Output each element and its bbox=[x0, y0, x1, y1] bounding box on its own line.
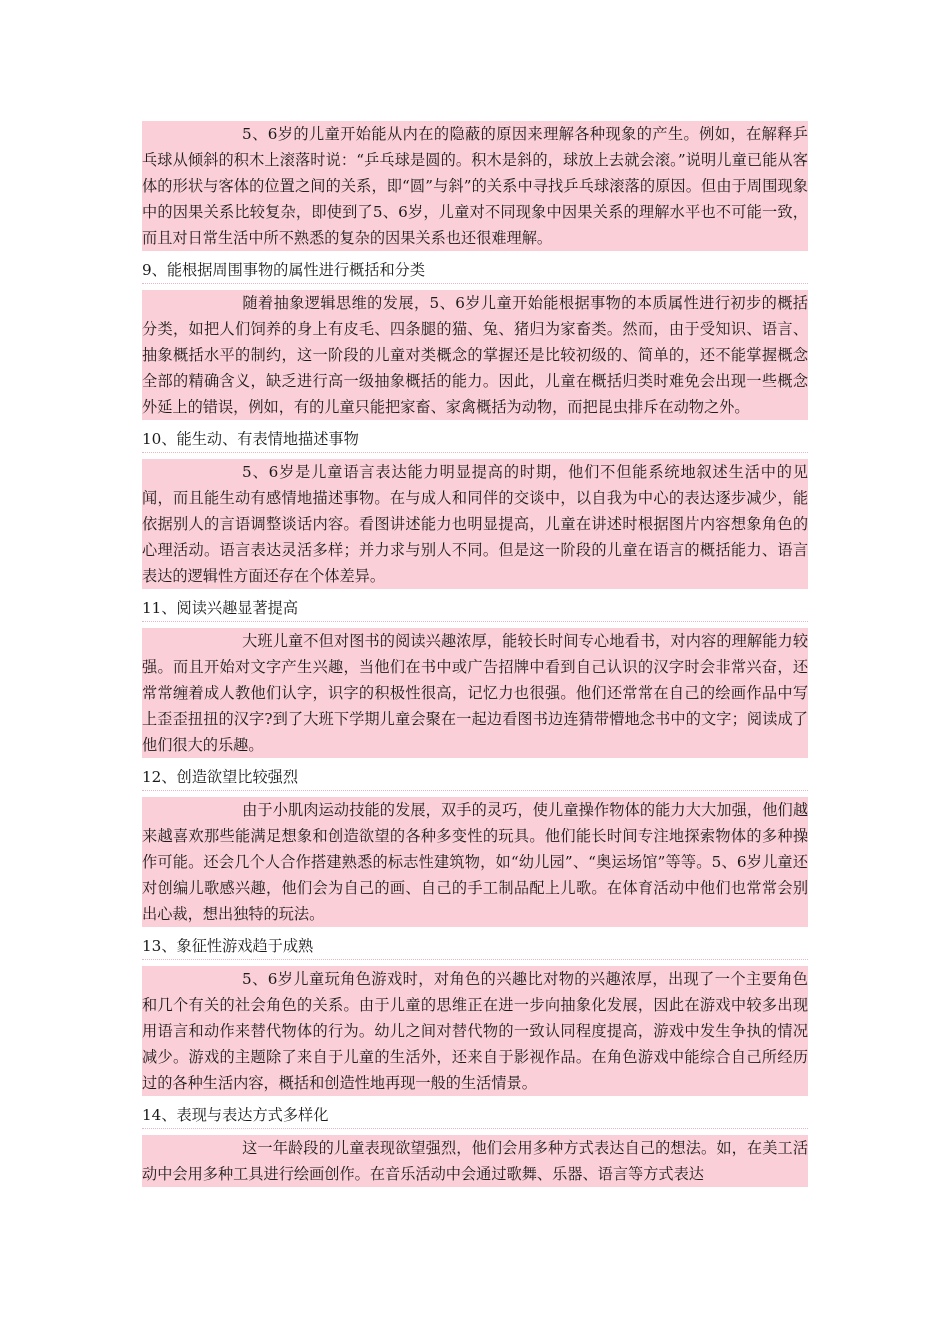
section-heading-12: 12、创造欲望比较强烈 bbox=[142, 764, 808, 791]
section-heading-9: 9、能根据周围事物的属性进行概括和分类 bbox=[142, 257, 808, 284]
paragraph-expression bbox=[142, 1135, 808, 1187]
paragraph-text: 随着抽象逻辑思维的发展，5、6岁儿童开始能根据事物的本质属性进行初步的概括分类，如把人们饲养的身上有皮毛、四条腿的猫、兔、猪归为家畜类。然而，由于受知识、语言、抽象概括水平的制约，这一阶段的儿童对类概念的掌握还是比较初级的、简单的，还不能掌握概念全部的精确含义，缺乏进行高一级抽象概括的能力。因此，儿童在概括归类时难免会出现一些概念外延上的错误，例如，有的儿童只能把家畜、家禽概括为动物，而把昆虫排斥在动物之外。 bbox=[142, 294, 808, 416]
paragraph-text: 5、6岁儿童玩角色游戏时，对角色的兴趣比对物的兴趣浓厚，出现了一个主要角色和几个有关的社会角色的关系。由于儿童的思维正在进一步向抽象化发展，因此在游戏中较多出现用语言和动作来替代物体的行为。幼儿之间对替代物的一致认同程度提高，游戏中发生争执的情况减少。游戏的主题除了来自于儿童的生活外，还来自于影视作品。在角色游戏中能综合自己所经历过的各种生活内容，概括和创造性地再现一般的生活情景。 bbox=[142, 970, 808, 1092]
document-body bbox=[142, 121, 808, 1193]
section-heading-11: 11、阅读兴趣显著提高 bbox=[142, 595, 808, 622]
paragraph-text: 由于小肌肉运动技能的发展，双手的灵巧，使儿童操作物体的能力大大加强，他们越来越喜欢那些能满足想象和创造欲望的各种多变性的玩具。他们能长时间专注地探索物体的多种操作可能。还会几个人合作搭建熟悉的标志性建筑物，如“幼儿园”、“奥运场馆”等等。5、6岁儿童还对创编儿歌感兴趣，他们会为自己的画、自己的手工制品配上儿歌。在体育活动中他们也常常会别出心裁，想出独特的玩法。 bbox=[142, 801, 808, 923]
paragraph-reading bbox=[142, 628, 808, 758]
paragraph-description bbox=[142, 459, 808, 589]
paragraph-symbolic-play bbox=[142, 966, 808, 1096]
section-heading-10: 10、能生动、有表情地描述事物 bbox=[142, 426, 808, 453]
section-heading-13: 13、象征性游戏趋于成熟 bbox=[142, 933, 808, 960]
paragraph-text: 大班儿童不但对图书的阅读兴趣浓厚，能较长时间专心地看书，对内容的理解能力较强。而且开始对文字产生兴趣，当他们在书中或广告招牌中看到自己认识的汉字时会非常兴奋，还常常缠着成人教他们认字，识字的积极性很高，记忆力也很强。他们还常常在自己的绘画作品中写上歪歪扭扭的汉字?到了大班下学期儿童会聚在一起边看图书边连猜带懵地念书中的文字；阅读成了他们很大的乐趣。 bbox=[142, 632, 808, 754]
paragraph-creativity bbox=[142, 797, 808, 927]
paragraph-causality bbox=[142, 121, 808, 251]
paragraph-classification bbox=[142, 290, 808, 420]
paragraph-text: 这一年龄段的儿童表现欲望强烈，他们会用多种方式表达自己的想法。如，在美工活动中会用多种工具进行绘画创作。在音乐活动中会通过歌舞、乐器、语言等方式表达 bbox=[142, 1139, 808, 1183]
paragraph-text: 5、6岁的儿童开始能从内在的隐蔽的原因来理解各种现象的产生。例如，在解释乒乓球从倾斜的积木上滚落时说：“乒乓球是圆的。积木是斜的，球放上去就会滚。”说明儿童已能从客体的形状与客体的位置之间的关系，即“圆”与斜”的关系中寻找乒乓球滚落的原因。但由于周围现象中的因果关系比较复杂，即使到了5、6岁，儿童对不同现象中因果关系的理解水平也不可能一致，而且对日常生活中所不熟悉的复杂的因果关系也还很难理解。 bbox=[142, 125, 808, 247]
section-heading-14: 14、表现与表达方式多样化 bbox=[142, 1102, 808, 1129]
paragraph-text: 5、6岁是儿童语言表达能力明显提高的时期，他们不但能系统地叙述生活中的见闻，而且能生动有感情地描述事物。在与成人和同伴的交谈中，以自我为中心的表达逐步减少，能依据别人的言语调整谈话内容。看图讲述能力也明显提高，儿童在讲述时根据图片内容想象角色的心理活动。语言表达灵活多样；并力求与别人不同。但是这一阶段的儿童在语言的概括能力、语言表达的逻辑性方面还存在个体差异。 bbox=[142, 463, 808, 585]
